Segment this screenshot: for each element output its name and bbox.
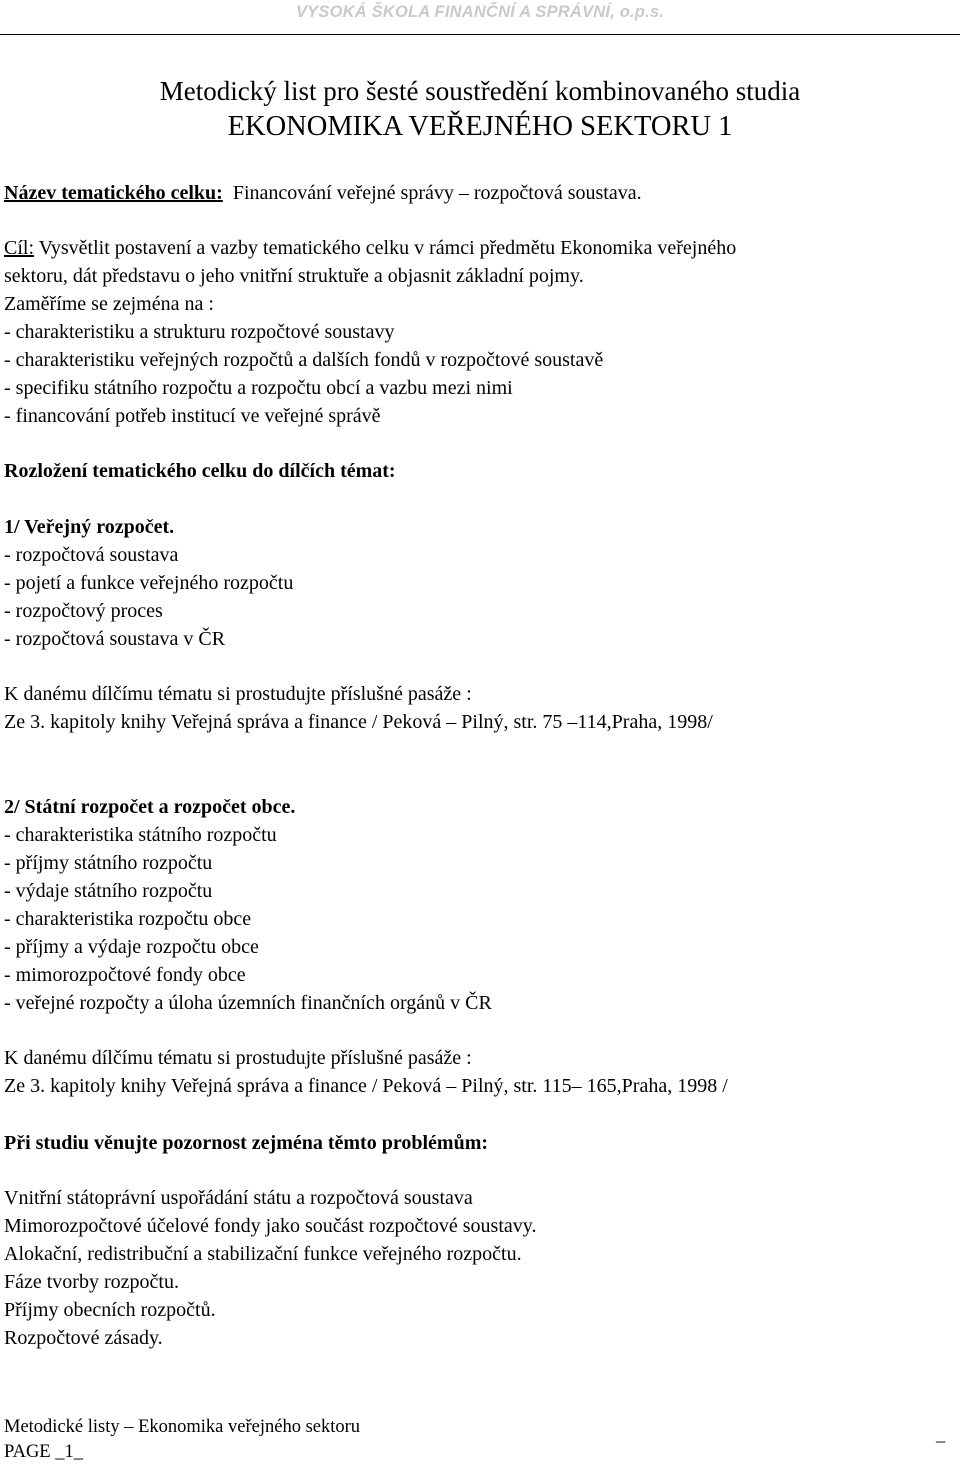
topic-1-item: - rozpočtová soustava v ČR [4, 628, 226, 650]
page-number: PAGE _1_ [4, 1442, 83, 1462]
goal-label: Cíl: [4, 237, 35, 259]
focus-item: - charakteristiku veřejných rozpočtů a dalších fondů v rozpočtové soustavě [4, 349, 604, 371]
attention-item: Rozpočtové zásady. [4, 1327, 163, 1349]
goal-text-1: Vysvětlit postavení a vazby tematického celku v rámci předmětu Ekonomika veřejného [38, 237, 737, 259]
breakdown-heading: Rozložení tematického celku do dílčích témat: [4, 460, 396, 482]
course-title: EKONOMIKA VEŘEJNÉHO SEKTORU 1 [227, 111, 733, 142]
focus-intro: Zaměříme se zejména na : [4, 293, 214, 315]
topic-2-item: - mimorozpočtové fondy obce [4, 964, 246, 986]
attention-item: Příjmy obecních rozpočtů. [4, 1299, 216, 1321]
attention-item: Alokační, redistribuční a stabilizační funkce veřejného rozpočtu. [4, 1243, 522, 1265]
topic-value: Financování veřejné správy – rozpočtová soustava. [232, 182, 642, 204]
topic-2-item: - příjmy státního rozpočtu [4, 852, 213, 874]
topic-1-item: - pojetí a funkce veřejného rozpočtu [4, 572, 294, 594]
topic-line [4, 180, 642, 206]
topic-2-reference: Ze 3. kapitoly knihy Veřejná správa a finance / Peková – Pilný, str. 115– 165,Praha, 1998 / [4, 1075, 728, 1097]
footer-mark: _ [936, 1425, 946, 1445]
topic-2-study-note: K danému dílčímu tématu si prostudujte příslušné pasáže : [4, 1047, 472, 1069]
header-divider [0, 34, 960, 35]
topic-2-item: - příjmy a výdaje rozpočtu obce [4, 936, 259, 958]
attention-heading: Při studiu věnujte pozornost zejména těmto problémům: [4, 1132, 489, 1154]
attention-item: Mimorozpočtové účelové fondy jako součást rozpočtové soustavy. [4, 1215, 537, 1237]
goal-line-2: sektoru, dát představu o jeho vnitřní struktuře a objasnit základní pojmy. [4, 265, 584, 287]
topic-1-item: - rozpočtová soustava [4, 544, 179, 566]
topic-2-item: - charakteristika rozpočtu obce [4, 908, 252, 930]
topic-1-item: - rozpočtový proces [4, 600, 163, 622]
topic-2-item: - výdaje státního rozpočtu [4, 880, 213, 902]
attention-item: Fáze tvorby rozpočtu. [4, 1271, 179, 1293]
goal-line-1 [4, 235, 736, 261]
focus-item: - charakteristiku a strukturu rozpočtové soustavy [4, 321, 395, 343]
topic-1-reference: Ze 3. kapitoly knihy Veřejná správa a finance / Peková – Pilný, str. 75 –114,Praha, 1998/ [4, 711, 713, 733]
document-title: Metodický list pro šesté soustředění kombinovaného studia [159, 76, 801, 106]
footer-text: Metodické listy – Ekonomika veřejného sektoru [4, 1417, 361, 1437]
topic-label: Název tematického celku: [4, 182, 223, 204]
attention-item: Vnitřní státoprávní uspořádání státu a rozpočtová soustava [4, 1187, 473, 1209]
topic-1-heading: 1/ Veřejný rozpočet. [4, 516, 175, 538]
topic-2-item: - veřejné rozpočty a úloha územních finančních orgánů v ČR [4, 992, 492, 1014]
topic-2-heading: 2/ Státní rozpočet a rozpočet obce. [4, 796, 296, 818]
topic-2-item: - charakteristika státního rozpočtu [4, 824, 277, 846]
topic-1-study-note: K danému dílčímu tématu si prostudujte příslušné pasáže : [4, 683, 472, 705]
focus-item: - specifiku státního rozpočtu a rozpočtu obcí a vazbu mezi nimi [4, 377, 513, 399]
institution-header: VYSOKÁ ŠKOLA FINANČNÍ A SPRÁVNÍ, o.p.s. [295, 3, 665, 21]
focus-item: - financování potřeb institucí ve veřejné správě [4, 405, 381, 427]
